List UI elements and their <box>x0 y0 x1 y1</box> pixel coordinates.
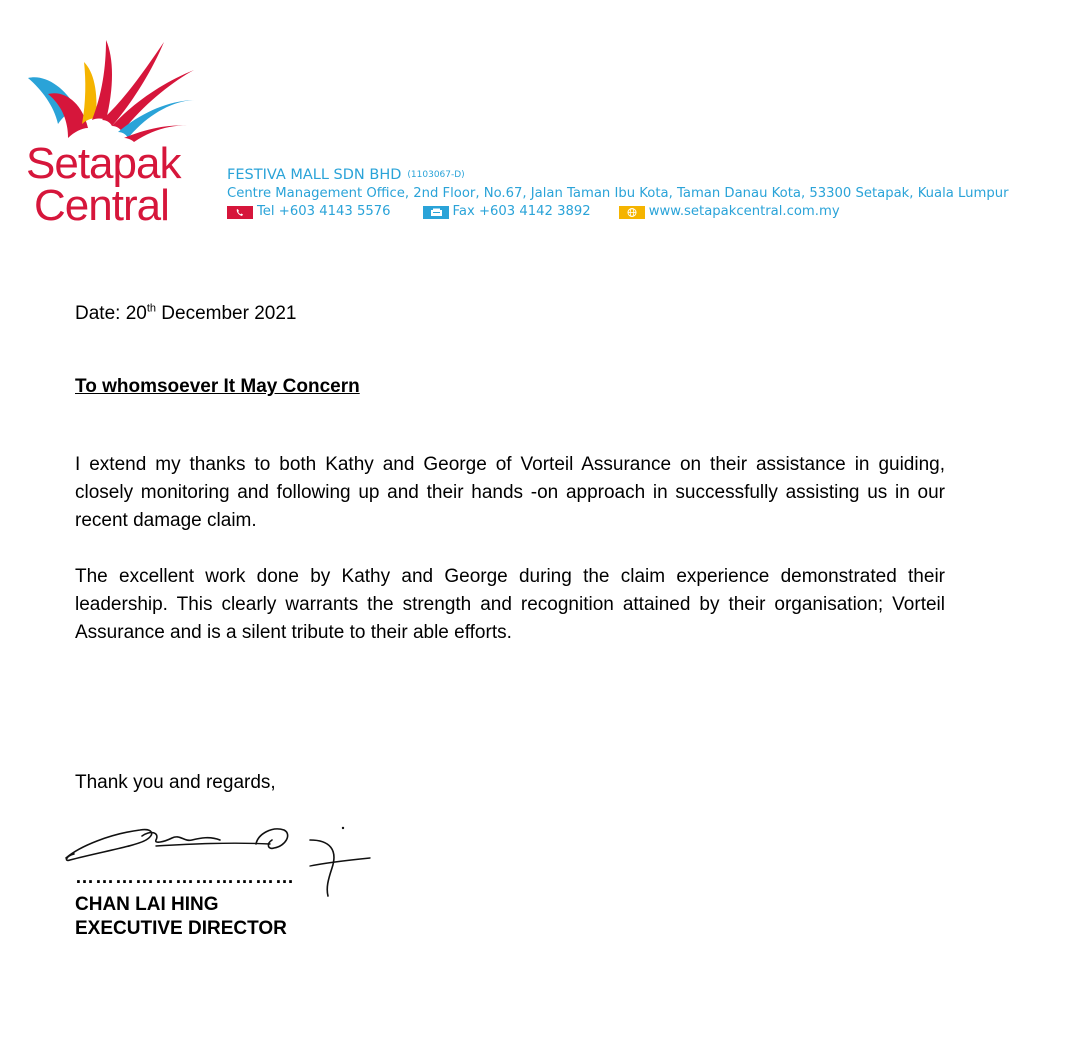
logo-text-setapak: Setapak <box>26 139 181 188</box>
company-name-line <box>227 166 1009 184</box>
website-text: www.setapakcentral.com.my <box>648 204 840 219</box>
letter-paragraph-1: I extend my thanks to both Kathy and George of Vorteil Assurance on their assistance in guiding, closely monitoring and following up and their hands -on approach in successfully assisting us in our recent damage claim. <box>75 454 945 531</box>
handwritten-signature <box>60 822 380 902</box>
letter-subject: To whomsoever It May Concern <box>75 376 360 397</box>
contact-tel <box>227 203 391 221</box>
company-name: FESTIVA MALL SDN BHD <box>227 167 402 183</box>
globe-icon <box>619 206 645 219</box>
letter-paragraph-2: The excellent work done by Kathy and George during the claim experience demonstrated their leadership. This clearly warrants the strength and recognition attained by their organisation; Vorteil Assurance and is a silent tribute to their able efforts. <box>75 566 945 643</box>
letterhead-details <box>227 166 1009 221</box>
company-address: Centre Management Office, 2nd Floor, No.67, Jalan Taman Ibu Kota, Taman Danau Kota, 53300 Setapak, Kuala Lumpur <box>227 186 1009 201</box>
signature-line: …………………………… <box>75 867 295 888</box>
fax-text: Fax +603 4142 3892 <box>452 204 591 219</box>
logo-burst-graphic <box>24 38 200 148</box>
letter-closing: Thank you and regards, <box>75 772 276 793</box>
tel-text: Tel +603 4143 5576 <box>257 204 391 219</box>
signer-name: CHAN LAI HING <box>75 894 219 915</box>
contact-fax <box>423 203 591 221</box>
phone-icon <box>227 206 253 219</box>
signer-title: EXECUTIVE DIRECTOR <box>75 918 287 939</box>
contact-row <box>227 203 1009 221</box>
logo-text-central: Central <box>34 181 169 230</box>
company-reg-number: (1103067-D) <box>407 170 465 180</box>
company-logo <box>24 38 200 228</box>
contact-website <box>619 203 840 221</box>
letter-date: Date: 20th December 2021 <box>75 302 297 324</box>
fax-icon <box>423 206 449 219</box>
